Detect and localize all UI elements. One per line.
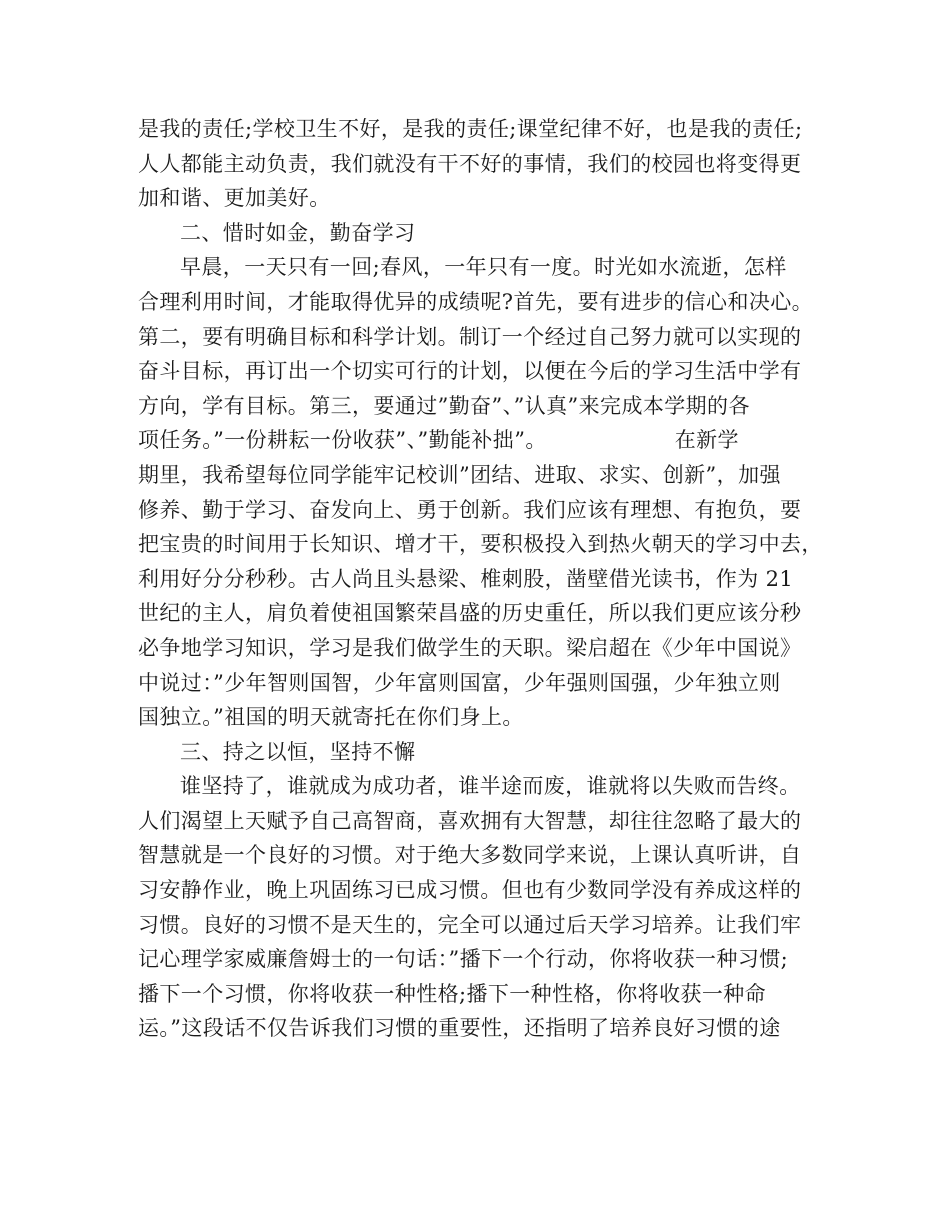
text-line: 加和谐、更加美好。 (138, 186, 331, 211)
text-line: 谁坚持了，谁就成为成功者，谁半途而废，谁就将以失败而告终。 (180, 774, 801, 799)
text-line: 合理利用时间，才能取得优异的成绩呢?首先，要有进步的信心和决心。 (138, 289, 814, 314)
section-heading: 二、惜时如金，勤奋学习 (180, 220, 416, 245)
body-text (138, 112, 838, 1046)
text-line: 利用好分分秒秒。古人尚且头悬梁、椎刺股，凿壁借光读书，作为 21 (138, 566, 794, 591)
text-line: 中说过：”少年智则国智，少年富则国富，少年强则国强，少年独立则 (138, 670, 781, 695)
text-line: 世纪的主人，肩负着使祖国繁荣昌盛的历史重任，所以我们更应该分秒 (138, 601, 802, 626)
text-line-part: 项任务。”一份耕耘一份收获”、”勤能补拙”。 (138, 428, 547, 453)
text-line: 习惯。良好的习惯不是天生的，完全可以通过后天学习培养。让我们牢 (138, 912, 802, 937)
text-line: 人人都能主动负责，我们就没有干不好的事情，我们的校园也将变得更 (138, 151, 802, 176)
text-line: 把宝贵的时间用于长知识、增才干，要积极投入到热火朝天的学习中去， (138, 532, 823, 557)
section-heading: 三、持之以恒，坚持不懈 (180, 739, 416, 764)
text-line (138, 423, 838, 458)
text-line: 记心理学家威廉詹姆士的一句话：”播下一个行动，你将收获一种习惯; (138, 947, 789, 972)
text-line: 习安静作业，晚上巩固练习已成习惯。但也有少数同学没有养成这样的 (138, 878, 802, 903)
text-line: 方向，学有目标。第三，要通过”勤奋”、”认真”来完成本学期的各 (138, 393, 750, 418)
text-line-part: 在新学 (674, 428, 739, 453)
text-line: 期里，我希望每位同学能牢记校训”团结、进取、求实、创新”，加强 (138, 462, 781, 487)
text-line: 智慧就是一个良好的习惯。对于绝大多数同学来说，上课认真听讲，自 (138, 843, 802, 868)
text-line: 早晨，一天只有一回;春风，一年只有一度。时光如水流逝，怎样 (180, 255, 787, 280)
text-line: 修养、勤于学习、奋发向上、勇于创新。我们应该有理想、有抱负，要 (138, 497, 802, 522)
text-line: 运。”这段话不仅告诉我们习惯的重要性，还指明了培养良好习惯的途 (138, 1016, 781, 1041)
text-line: 人们渴望上天赋予自己高智商，喜欢拥有大智慧，却往往忽略了最大的 (138, 808, 802, 833)
text-line: 必争地学习知识，学习是我们做学生的天职。梁启超在《少年中国说》 (138, 635, 802, 660)
text-line: 是我的责任;学校卫生不好，是我的责任;课堂纪律不好，也是我的责任; (138, 117, 803, 141)
text-line: 第二，要有明确目标和科学计划。制订一个经过自己努力就可以实现的 (138, 324, 802, 349)
text-line: 播下一个习惯，你将收获一种性格;播下一种性格，你将收获一种命 (138, 981, 767, 1006)
text-line: 奋斗目标，再订出一个切实可行的计划，以便在今后的学习生活中学有 (138, 359, 802, 384)
text-line: 国独立。”祖国的明天就寄托在你们身上。 (138, 705, 524, 730)
